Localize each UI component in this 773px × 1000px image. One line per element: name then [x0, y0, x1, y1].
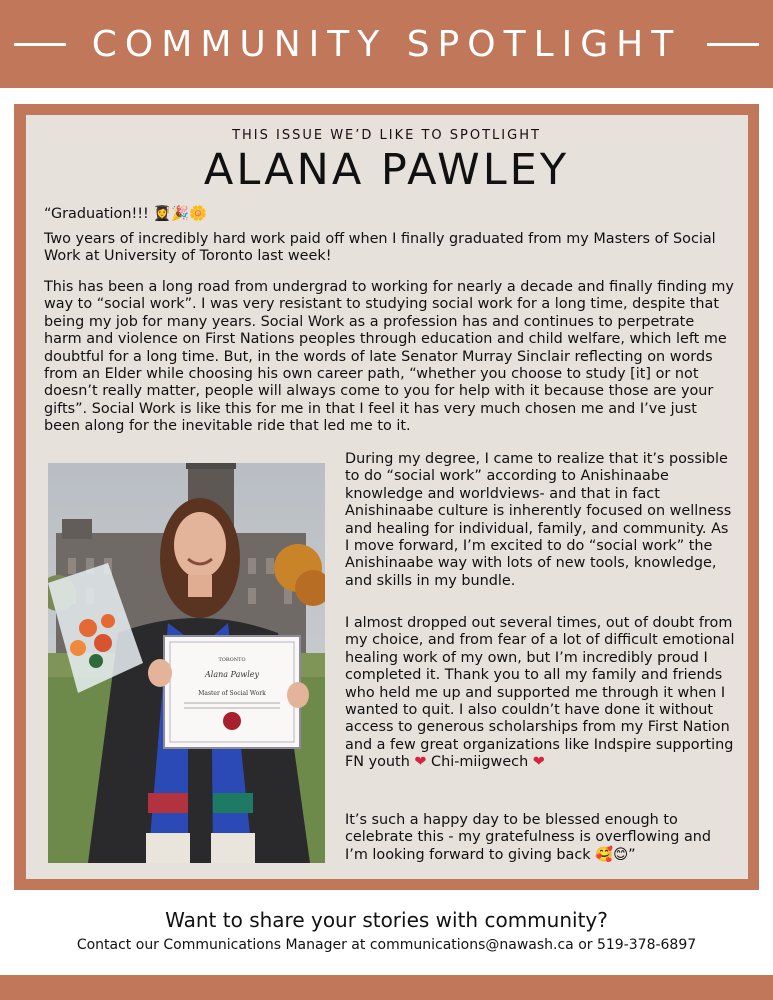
story-column-paragraph-2: I almost dropped out several times, out of doubt from my choice, and from fear of a lot of difficult emotional healing work of my own, but I’m incredibly proud I completed it. Thank you to all my family and friends who held me up and supported me through it when I wanted to quit. I also couldn’t have done it without access to generous scholarships from my First Nation and a few great organizations like Indspire supporting FN youth ❤ Chi-miigwech ❤: [345, 615, 735, 771]
footer-bar: [0, 975, 773, 1000]
story-paragraph-2: This has been a long road from undergrad to working for nearly a decade and finally finding my way to “social work”. I was very resistant to studying social work for a long time, despite that being my job for many years. Social Work as a profession has and continues to perpetrate harm and violence on First Nations peoples through education and child welfare, which left me doubtful for a long time. But, in the words of late Senator Murray Sinclair reflecting on words from an Elder while choosing his own career path, “whether you choose to study [it] or not doesn’t really matter, people will always come to you for help with it because those are your gifts”. Social Work is like this for me in that I feel it has very much chosen me and I’ve just been along for the inevitable ride that led me to it.: [44, 279, 734, 435]
diploma-name: Alana Pawley: [204, 670, 260, 679]
contact-line: Contact our Communications Manager at communications@nawash.ca or 519-378-6897: [76, 937, 697, 953]
banner-right-dash: [707, 43, 759, 46]
banner-title: COMMUNITY SPOTLIGHT: [91, 23, 682, 65]
heart-icon: ❤: [532, 754, 545, 771]
smile-emoji-icon: 🥰😊”: [595, 846, 636, 863]
diploma-degree: Master of Social Work: [198, 690, 266, 697]
graduation-photo: [48, 463, 325, 863]
banner-left-dash: [14, 43, 66, 46]
story-paragraph-1: Two years of incredibly hard work paid off when I finally graduated from my Masters of Social Work at University of Toronto last week!: [44, 231, 716, 265]
cta-headline: Want to share your stories with community?: [165, 908, 608, 932]
story-intro: “Graduation!!! 👩‍🎓🎉🌼: [44, 206, 208, 222]
story-column-paragraph-3: It’s such a happy day to be blessed enough to celebrate this - my gratefulness is overflowing and I’m looking forward to giving back 🥰😊”: [345, 812, 712, 863]
story-column-paragraph-1: During my degree, I came to realize that it’s possible to do “social work” according to Anishinaabe knowledge and worldviews- and that in fact Anishinaabe culture is inherently focused on wellness and healing for individual, family, and community. As I move forward, I’m excited to do “social work” the Anishinaabe way with lots of new tools, knowledge, and skills in my bundle.: [345, 451, 732, 589]
banner: [0, 0, 773, 88]
spotlight-kicker: THIS ISSUE WE’D LIKE TO SPOTLIGHT: [232, 128, 541, 143]
spotlight-name: ALANA PAWLEY: [203, 145, 570, 195]
diploma-school: TORONTO: [218, 657, 246, 663]
heart-icon: ❤: [414, 754, 427, 771]
